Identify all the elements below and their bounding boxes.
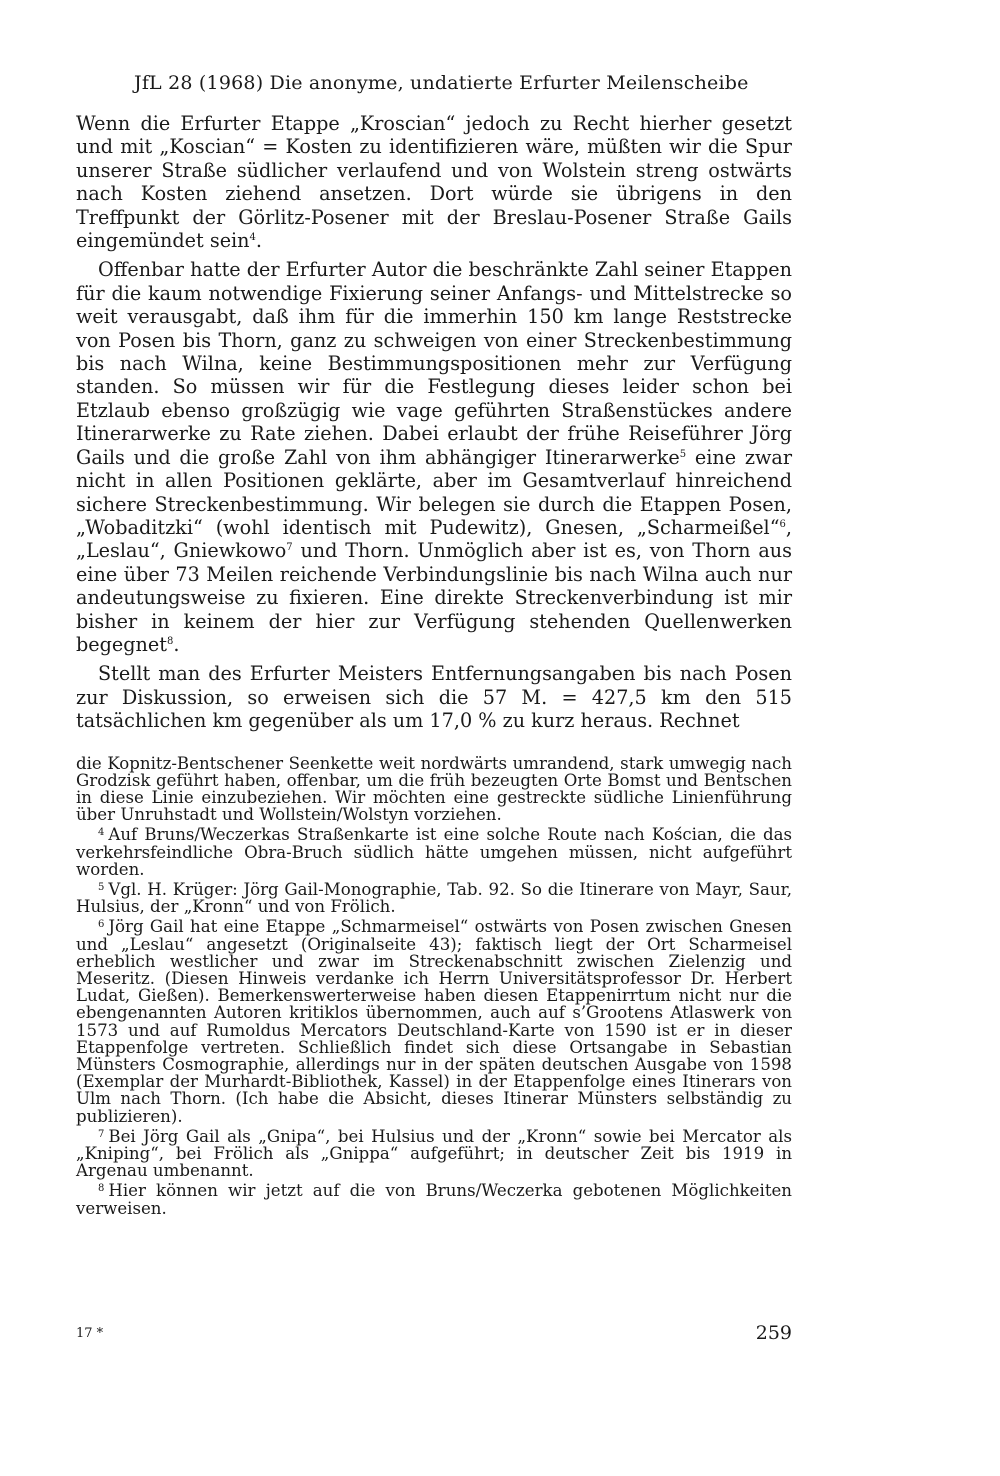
footnote-text: Auf Bruns/Weczerkas Straßenkarte ist eine solche Route nach Kościan, die das verkehrsfeindliche Obra-Bruch südlich hätte umgehen müssen, nicht aufgeführt worden. bbox=[76, 825, 792, 879]
paragraph-text: , „Leslau“, Gniewkowo bbox=[76, 515, 792, 563]
paragraph-text: . bbox=[255, 229, 263, 253]
footnote-ref: 5 bbox=[679, 448, 687, 460]
paragraph-1 bbox=[76, 112, 792, 252]
paragraph-2 bbox=[76, 258, 792, 656]
paragraph-text: . bbox=[173, 632, 180, 656]
page-footer bbox=[76, 1322, 792, 1346]
footnote-number: 8 bbox=[98, 1183, 105, 1195]
footnote-number: 4 bbox=[98, 827, 105, 839]
footnote-7 bbox=[76, 1128, 792, 1180]
footnote-8 bbox=[76, 1182, 792, 1216]
footnote-text: Bei Jörg Gail als „Gnipa“, bei Hulsius und der „Kronn“ sowie bei Mercator als „Kniping“, bei Frölich als „Gnippa“ aufgeführt; in deutscher Zeit bis 1919 in Argenau umbenannt. bbox=[76, 1126, 792, 1181]
footnote-ref: 8 bbox=[166, 635, 174, 647]
footnote-ref: 7 bbox=[286, 542, 293, 554]
footnote-6 bbox=[76, 918, 792, 1124]
body-text bbox=[76, 112, 792, 733]
footnote-4 bbox=[76, 826, 792, 878]
footnote-number: 5 bbox=[98, 881, 105, 893]
signature-mark: 17 * bbox=[76, 1326, 104, 1341]
footnote-ref: 6 bbox=[779, 518, 786, 530]
page bbox=[76, 70, 792, 1220]
footnote-continuation: die Kopnitz-Bentschener Seenkette weit nordwärts umrandend, stark umwegig nach Grodzisk geführt haben, offenbar, um die früh bezeugten Orte Bomst und Bentschen in diese Linie einzubeziehen. Wir möchten eine gestreckte südliche Linienführung über Unruhstadt und Wollstein/Wolstyn vorziehen. bbox=[76, 753, 792, 825]
footnotes bbox=[76, 755, 792, 1217]
footnote-text: Vgl. H. Krüger: Jörg Gail-Monographie, Tab. 92. So die Itinerare von Mayr, Saur, Hulsius, der „Kronn“ und von Frölich. bbox=[76, 879, 792, 917]
footnote-5 bbox=[76, 881, 792, 915]
footnote-ref: 4 bbox=[249, 232, 256, 244]
footnote-number: 7 bbox=[98, 1128, 105, 1140]
paragraph-text: Wenn die Erfurter Etappe „Kroscian“ jedoch zu Recht hierher gesetzt und mit „Koscian“ = Kosten zu identifizieren wäre, müßten wir die Spur unserer Straße südlicher verlaufend und von Wolstein streng ostwärts nach Kosten ziehend ansetzen. Dort würde sie übrigens in den Treffpunkt der Görlitz-Posener mit der Breslau-Posener Straße Gails eingemündet sein bbox=[76, 112, 792, 253]
footnote-text: Hier können wir jetzt auf die von Bruns/Weczerka gebotenen Möglichkeiten verweisen. bbox=[76, 1181, 792, 1218]
footnote-text: Jörg Gail hat eine Etappe „Schmarmeisel“ ostwärts von Posen zwischen Gnesen und „Leslau“ angesetzt (Originalseite 43); faktisch liegt der Ort Scharmeisel erheblich westlicher und zwar im Streckenabschnitt zwischen Zielenzig und Meseritz. (Diesen Hinweis verdanke ich Herrn Universitätsprofessor Dr. Herbert Ludat, Gießen). Bemerkenswerterweise haben diesen Etappenirrtum nicht nur die ebengenannten Autoren kritiklos übernommen, auch auf s’Grootens Atlaswerk von 1573 und auf Rumoldus Mercators Deutschland-Karte von 1590 ist er in dieser Etappenfolge vertreten. Schließlich findet sich diese Ortsangabe in Sebastian Münsters Cosmographie, allerdings nur in der späten deutschen Ausgabe von 1598 (Exemplar der Murhardt-Bibliothek, Kassel) in der Etappenfolge eines Itinerars von Ulm nach Thorn. (Ich habe die Absicht, dieses Itinerar Münsters selbständig zu publizieren). bbox=[76, 917, 792, 1126]
paragraph-text: eine zwar nicht in allen Positionen geklärte, aber im Gesamtverlauf hinreichend sichere Streckenbestimmung. Wir belegen sie durch die Etappen Posen, „Wobaditzki“ (wohl identisch mit Pudewitz), Gnesen, „Scharmeißel“ bbox=[76, 445, 792, 539]
paragraph-text: und Thorn. Unmöglich aber ist es, von Thorn aus eine über 73 Meilen reichende Verbindungslinie bis nach Wilna auch nur andeutungsweise zu fixieren. Eine direkte Streckenverbindung ist mir bisher in keinem der hier zur Verfügung stehenden Quellenwerken begegnet bbox=[76, 539, 792, 656]
page-number: 259 bbox=[755, 1322, 792, 1344]
paragraph-text: Offenbar hatte der Erfurter Autor die beschränkte Zahl seiner Etappen für die kaum notwendige Fixierung seiner Anfangs- und Mittelstrecke so weit verausgabt, daß ihm für die immerhin 150 km lange Reststrecke von Posen bis Thorn, ganz zu schweigen von einer Streckenbestimmung bis nach Wilna, keine Bestimmungspositionen mehr zur Verfügung standen. So müssen wir für die Festlegung dieses leider schon bei Etzlaub ebenso großzügig wie vage geführten Straßenstückes andere Itinerarwerke zu Rate ziehen. Dabei erlaubt der frühe Reiseführer Jörg Gails und die große Zahl von ihm abhängiger Itinerarwerke bbox=[76, 258, 792, 469]
footnote-number: 6 bbox=[98, 919, 105, 931]
running-head: JfL 28 (1968) Die anonyme, undatierte Erfurter Meilenscheibe bbox=[134, 72, 749, 94]
paragraph-3: Stellt man des Erfurter Meisters Entfernungsangaben bis nach Posen zur Diskussion, so erweisen sich die 57 M. = 427,5 km den 515 tatsächlichen km gegenüber als um 17,0 % zu kurz heraus. Rechnet bbox=[76, 662, 792, 733]
